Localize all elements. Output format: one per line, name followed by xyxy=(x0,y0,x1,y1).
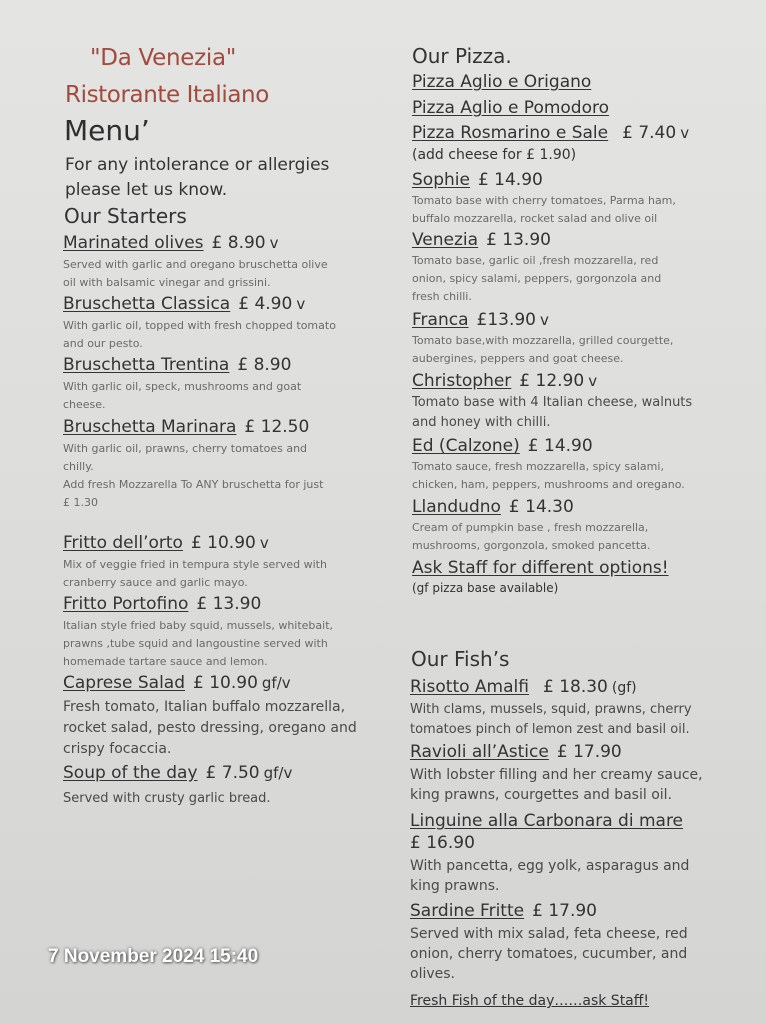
menu-item xyxy=(63,417,323,512)
item-name: Sardine Fritte xyxy=(410,901,525,921)
item-description: Served with garlic and oregano bruschetta olive xyxy=(63,258,328,271)
item-description: chilly. xyxy=(63,460,94,473)
menu-item xyxy=(412,230,661,306)
item-name: Franca xyxy=(412,310,469,330)
item-description: crispy focaccia. xyxy=(63,741,172,757)
item-price: £ 16.90 xyxy=(410,833,475,853)
fish-heading: Our Fish’s xyxy=(411,647,510,671)
item-price: £ 17.90 xyxy=(556,742,622,762)
menu-item xyxy=(63,763,292,809)
photo-timestamp: 7 November 2024 15:40 xyxy=(48,946,259,967)
diet-tag: gf/v xyxy=(261,674,291,692)
menu-item xyxy=(412,72,591,92)
item-description: onion, cherry tomatoes, cucumber, and xyxy=(410,946,688,962)
item-description: Tomato base with 4 Italian cheese, walnuts xyxy=(412,395,693,410)
allergy-notice-line: For any intolerance or allergies xyxy=(65,155,330,175)
item-description: (add cheese for £ 1.90) xyxy=(412,147,577,163)
item-description: king prawns. xyxy=(410,878,500,894)
item-description: prawns ,tube squid and langoustine served with xyxy=(63,637,328,650)
item-name: Linguine alla Carbonara di mare xyxy=(410,811,684,831)
item-description: onion, spicy salami, peppers, gorgonzola and xyxy=(412,272,662,285)
item-name: Marinated olives xyxy=(63,233,204,253)
item-price: £ 14.90 xyxy=(527,436,593,456)
diet-tag: v xyxy=(259,534,269,552)
item-name: Llandudno xyxy=(412,497,501,517)
item-price: £ 7.50 xyxy=(205,763,260,783)
item-description: rocket salad, pesto dressing, oregano and xyxy=(63,720,357,736)
item-price: £ 8.90 xyxy=(211,233,266,253)
item-name: Soup of the day xyxy=(63,763,198,783)
item-description: oil with balsamic vinegar and grissini. xyxy=(63,276,271,289)
item-name: Pizza Rosmarino e Sale xyxy=(412,123,609,143)
item-price: £ 17.90 xyxy=(532,901,597,921)
item-description: With clams, mussels, squid, prawns, cherry xyxy=(410,702,692,717)
item-description: cranberry sauce and garlic mayo. xyxy=(63,576,248,589)
item-description: Fresh tomato, Italian buffalo mozzarella, xyxy=(63,699,346,715)
menu-item xyxy=(412,98,609,118)
menu-item xyxy=(410,742,703,805)
pizza-heading: Our Pizza. xyxy=(412,44,512,68)
item-description: fresh chilli. xyxy=(412,290,472,303)
item-price: £ 8.90 xyxy=(237,355,292,375)
item-description: homemade tartare sauce and lemon. xyxy=(63,655,268,668)
item-description: With garlic oil, topped with fresh chopped tomato xyxy=(63,319,336,332)
item-name: Bruschetta Classica xyxy=(63,294,231,314)
restaurant-name: "Da Venezia" xyxy=(90,45,237,71)
menu-item xyxy=(412,123,689,163)
ask-staff-note xyxy=(412,558,669,595)
item-description: mushrooms, gorgonzola, smoked pancetta. xyxy=(412,539,651,552)
item-name: Caprese Salad xyxy=(63,673,186,693)
item-name: Bruschetta Trentina xyxy=(63,355,230,375)
item-description: Tomato sauce, fresh mozzarella, spicy salami, xyxy=(412,460,664,473)
menu-item xyxy=(412,371,692,433)
menu-item xyxy=(410,677,692,740)
item-name: Sophie xyxy=(412,170,470,190)
item-description: chicken, ham, peppers, mushrooms and oregano. xyxy=(412,478,685,491)
item-description: buffalo mozzarella, rocket salad and olive oil xyxy=(412,212,658,225)
restaurant-tagline: Ristorante Italiano xyxy=(65,82,269,108)
item-price: £ 10.90 xyxy=(190,533,256,553)
diet-tag: v xyxy=(588,372,598,390)
item-price: £ 13.90 xyxy=(486,230,551,250)
item-name: Ed (Calzone) xyxy=(412,436,520,456)
item-description: and honey with chilli. xyxy=(412,415,551,430)
item-description: Served with mix salad, feta cheese, red xyxy=(410,926,688,942)
item-price: £ 18.30 xyxy=(542,677,608,697)
fresh-fish-text: Fresh Fish of the day……ask Staff! xyxy=(410,993,650,1009)
item-description: With garlic oil, speck, mushrooms and goat xyxy=(63,380,302,393)
diet-tag: (gf) xyxy=(611,680,637,696)
menu-item xyxy=(63,594,333,671)
item-name: Fritto dell’orto xyxy=(63,533,183,553)
item-price: £ 13.90 xyxy=(196,594,262,614)
menu-item xyxy=(412,170,676,228)
menu-item xyxy=(412,497,650,555)
item-name: Fritto Portofino xyxy=(63,594,189,614)
item-description: cheese. xyxy=(63,398,106,411)
menu-item xyxy=(63,233,328,292)
item-description: Tomato base with cherry tomatoes, Parma ham, xyxy=(412,194,676,207)
item-price: £ 14.90 xyxy=(477,170,543,190)
item-description: aubergines, peppers and goat cheese. xyxy=(412,352,624,365)
item-description: Mix of veggie fried in tempura style served with xyxy=(63,558,327,571)
item-description: With garlic oil, prawns, cherry tomatoes and xyxy=(63,442,308,455)
item-description: tomatoes pinch of lemon zest and basil oil. xyxy=(410,722,690,737)
menu-item xyxy=(410,811,689,896)
diet-tag: v xyxy=(539,311,549,329)
item-name: Pizza Aglio e Origano xyxy=(412,72,592,92)
item-price: £ 12.90 xyxy=(519,371,585,391)
menu-item xyxy=(412,436,685,494)
item-description: Tomato base, garlic oil ,fresh mozzarella, red xyxy=(412,254,659,267)
item-price: £ 12.50 xyxy=(244,417,310,437)
allergy-notice xyxy=(65,153,365,203)
item-description: With lobster filling and her creamy sauce, xyxy=(410,767,703,783)
item-description: king prawns, courgettes and basil oil. xyxy=(410,787,673,803)
item-description: Tomato base,with mozzarella, grilled courgette, xyxy=(412,334,674,347)
fresh-fish-note xyxy=(410,990,649,1009)
item-description: £ 1.30 xyxy=(63,496,98,509)
item-price: £ 4.90 xyxy=(238,294,293,314)
item-description: Italian style fried baby squid, mussels, whitebait, xyxy=(63,619,334,632)
item-name: Bruschetta Marinara xyxy=(63,417,237,437)
item-price: £13.90 xyxy=(476,310,536,330)
starters-heading: Our Starters xyxy=(64,204,187,228)
menu-item xyxy=(63,294,336,353)
allergy-notice-line: please let us know. xyxy=(65,180,228,200)
item-name: Risotto Amalfi xyxy=(410,677,529,697)
item-price: £ 7.40 xyxy=(622,123,677,143)
item-price: £ 14.30 xyxy=(508,497,574,517)
ask-staff-text: Ask Staff for different options! xyxy=(412,558,669,578)
menu-item xyxy=(63,673,357,760)
menu-item xyxy=(63,533,327,592)
item-description: olives. xyxy=(410,966,455,982)
gf-base-note: (gf pizza base available) xyxy=(412,581,559,595)
item-description: Cream of pumpkin base , fresh mozzarella, xyxy=(412,521,649,534)
menu-item xyxy=(63,355,301,414)
menu-title: Menu’ xyxy=(64,114,150,147)
diet-tag: gf/v xyxy=(263,764,293,782)
item-price: £ 10.90 xyxy=(193,673,258,693)
diet-tag: v xyxy=(296,295,306,313)
item-name: Christopher xyxy=(412,371,512,391)
item-description: Served with crusty garlic bread. xyxy=(63,791,271,806)
diet-tag: v xyxy=(680,124,690,142)
item-name: Venezia xyxy=(412,230,479,250)
diet-tag: v xyxy=(269,234,279,252)
item-name: Ravioli all’Astice xyxy=(410,742,549,762)
item-description: Add fresh Mozzarella To ANY bruschetta for just xyxy=(63,478,324,491)
item-description: With pancetta, egg yolk, asparagus and xyxy=(410,858,690,874)
menu-item xyxy=(412,310,673,368)
menu-item xyxy=(410,901,688,984)
item-name: Pizza Aglio e Pomodoro xyxy=(412,98,610,118)
item-description: and our pesto. xyxy=(63,337,143,350)
